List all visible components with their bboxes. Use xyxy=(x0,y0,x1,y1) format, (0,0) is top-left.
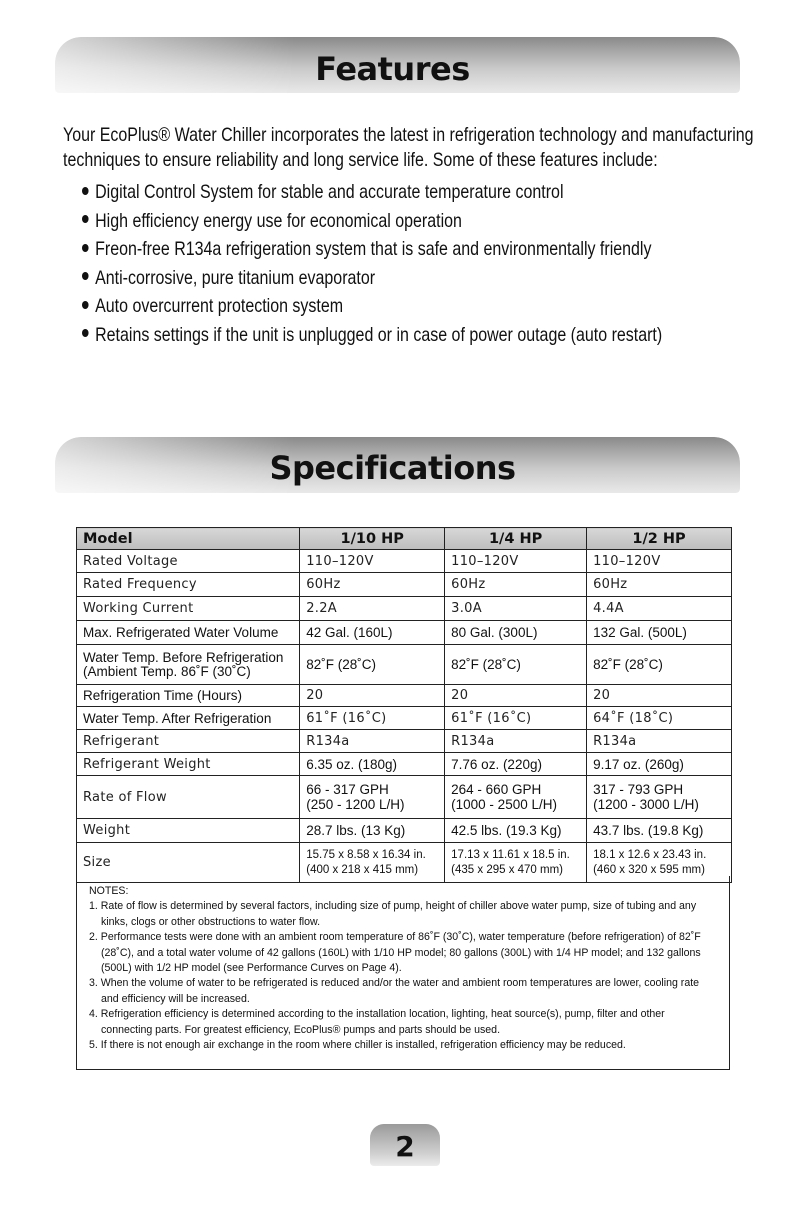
features-heading: Features xyxy=(315,50,470,88)
table-cell: 110–120V xyxy=(445,550,587,573)
table-cell: 20 xyxy=(445,685,587,707)
table-cell: 2.2A xyxy=(300,597,445,621)
bullet-icon xyxy=(82,329,89,337)
table-cell: 15.75 x 8.58 x 16.34 in. (400 x 218 x 415 mm) xyxy=(300,843,445,883)
bullet-icon xyxy=(82,187,89,195)
row-label: Max. Refrigerated Water Volume xyxy=(77,621,300,645)
table-cell: R134a xyxy=(445,730,587,753)
table-cell: 20 xyxy=(587,685,732,707)
table-row xyxy=(77,685,732,707)
row-label: Refrigeration Time (Hours) xyxy=(77,685,300,707)
note-item: 4. Refrigeration efficiency is determined according to the installation location, lighting, heat source(s), pump, filter and other connecting parts. For greatest efficiency, EcoPlus® pumps and parts should be used. xyxy=(89,1008,665,1036)
table-cell: 6.35 oz. (180g) xyxy=(300,753,445,776)
table-row xyxy=(77,621,732,645)
row-label: Refrigerant Weight xyxy=(77,753,300,776)
table-cell: 20 xyxy=(300,685,445,707)
table-cell: 3.0A xyxy=(445,597,587,621)
note-item: 2. Performance tests were done with an ambient room temperature of 86˚F (30˚C), water temperature (before refrigeration) of 82˚F (28˚C), and a total water volume of 42 gallons (160L) with 1/10 HP model; 80 gallons (300L) with 1/4 HP model; and 132 gallons (500L) with 1/2 HP model (see Performance Curves on Page 4). xyxy=(89,931,701,975)
features-intro: Your EcoPlus® Water Chiller incorporates the latest in refrigeration technology and manufacturing techniques to ensure reliability and long service life. Some of these features include: xyxy=(63,124,754,171)
table-row xyxy=(77,730,732,753)
table-cell: 82˚F (28˚C) xyxy=(445,645,587,685)
table-cell: 7.76 oz. (220g) xyxy=(445,753,587,776)
table-cell: 110–120V xyxy=(587,550,732,573)
table-row xyxy=(77,707,732,730)
specifications-table xyxy=(76,527,732,883)
table-row xyxy=(77,753,732,776)
table-cell: 317 - 793 GPH (1200 - 3000 L/H) xyxy=(587,776,732,819)
table-cell: 60Hz xyxy=(300,573,445,597)
table-cell: 264 - 660 GPH (1000 - 2500 L/H) xyxy=(445,776,587,819)
feature-item: Freon-free R134a refrigeration system that is safe and environmentally friendly xyxy=(82,235,785,264)
bullet-icon xyxy=(82,244,89,252)
table-cell: 4.4A xyxy=(587,597,732,621)
table-row xyxy=(77,819,732,843)
table-cell: R134a xyxy=(587,730,732,753)
feature-item: High efficiency energy use for economical operation xyxy=(82,207,785,236)
table-cell: 42 Gal. (160L) xyxy=(300,621,445,645)
row-label: Water Temp. Before Refrigeration (Ambient Temp. 86˚F (30˚C) xyxy=(77,645,300,685)
table-cell: 18.1 x 12.6 x 23.43 in. (460 x 320 x 595 mm) xyxy=(587,843,732,883)
page-number: 2 xyxy=(395,1130,415,1163)
table-cell: 43.7 lbs. (19.8 Kg) xyxy=(587,819,732,843)
table-cell: 61˚F (16˚C) xyxy=(300,707,445,730)
row-label: Rated Frequency xyxy=(77,573,300,597)
table-cell: 132 Gal. (500L) xyxy=(587,621,732,645)
table-row xyxy=(77,597,732,621)
notes-box xyxy=(76,876,730,1070)
specifications-heading: Specifications xyxy=(269,449,516,487)
row-label: Working Current xyxy=(77,597,300,621)
bullet-icon xyxy=(82,301,89,309)
features-list xyxy=(82,178,785,349)
table-cell: 60Hz xyxy=(587,573,732,597)
table-cell: 80 Gal. (300L) xyxy=(445,621,587,645)
column-header: Model xyxy=(77,528,300,550)
table-cell: 60Hz xyxy=(445,573,587,597)
column-header: 1/4 HP xyxy=(445,528,587,550)
feature-item: Auto overcurrent protection system xyxy=(82,292,785,321)
feature-item: Retains settings if the unit is unplugged or in case of power outage (auto restart) xyxy=(82,321,785,350)
row-label: Weight xyxy=(77,819,300,843)
table-row xyxy=(77,550,732,573)
table-cell: 66 - 317 GPH (250 - 1200 L/H) xyxy=(300,776,445,819)
note-item: 3. When the volume of water to be refrigerated is reduced and/or the water and ambient room temperatures are lower, cooling rate and efficiency will be increased. xyxy=(89,977,700,1005)
table-row xyxy=(77,573,732,597)
notes-list xyxy=(89,899,717,1053)
row-label: Size xyxy=(77,843,300,883)
table-cell: 17.13 x 11.61 x 18.5 in. (435 x 295 x 470 mm) xyxy=(445,843,587,883)
feature-item: Anti-corrosive, pure titanium evaporator xyxy=(82,264,785,293)
row-label: Water Temp. After Refrigeration xyxy=(77,707,300,730)
note-item: 5. If there is not enough air exchange in the room where chiller is installed, refrigeration efficiency may be reduced. xyxy=(89,1039,626,1052)
notes-heading: NOTES: xyxy=(89,885,129,897)
table-cell: 64˚F (18˚C) xyxy=(587,707,732,730)
table-cell: 82˚F (28˚C) xyxy=(300,645,445,685)
table-header-row xyxy=(77,528,732,550)
row-label: Rate of Flow xyxy=(77,776,300,819)
bullet-icon xyxy=(82,272,89,280)
table-cell: R134a xyxy=(300,730,445,753)
row-label: Rated Voltage xyxy=(77,550,300,573)
note-item: 1. Rate of flow is determined by several factors, including size of pump, height of chiller above water pump, size of tubing and any kinks, clogs or other obstructions to water flow. xyxy=(89,900,697,928)
feature-item: Digital Control System for stable and accurate temperature control xyxy=(82,178,785,207)
table-cell: 61˚F (16˚C) xyxy=(445,707,587,730)
table-row xyxy=(77,776,732,819)
column-header: 1/10 HP xyxy=(300,528,445,550)
table-cell: 28.7 lbs. (13 Kg) xyxy=(300,819,445,843)
table-cell: 82˚F (28˚C) xyxy=(587,645,732,685)
table-cell: 110–120V xyxy=(300,550,445,573)
bullet-icon xyxy=(82,215,89,223)
table-row xyxy=(77,645,732,685)
table-cell: 9.17 oz. (260g) xyxy=(587,753,732,776)
row-label: Refrigerant xyxy=(77,730,300,753)
table-cell: 42.5 lbs. (19.3 Kg) xyxy=(445,819,587,843)
column-header: 1/2 HP xyxy=(587,528,732,550)
